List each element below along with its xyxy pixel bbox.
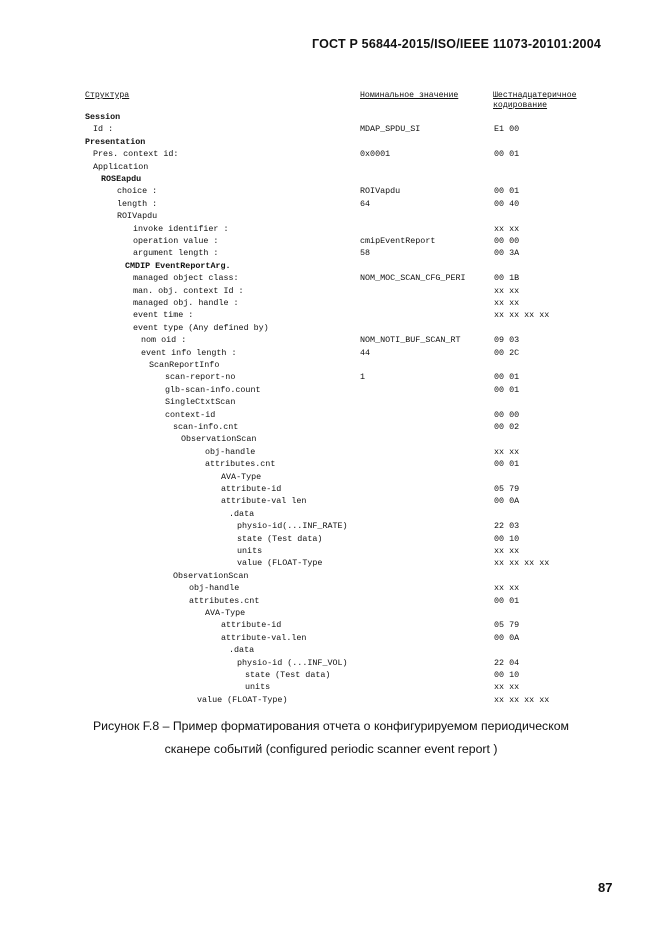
structure-label: attribute-val len (221, 496, 307, 507)
structure-label: AVA-Type (205, 608, 246, 618)
hex-encoding: 00 02 (494, 422, 520, 432)
hex-encoding: xx xx (494, 298, 520, 308)
structure-label: nom oid : (141, 335, 187, 346)
hex-encoding: xx xx (494, 285, 520, 296)
structure-label: attributes.cnt (205, 459, 276, 470)
table-row (0, 495, 662, 507)
table-row (0, 557, 662, 569)
hex-encoding: 00 01 (494, 149, 520, 160)
structure-label: units (237, 546, 263, 556)
hex-encoding: 00 10 (494, 533, 520, 544)
table-row (0, 260, 662, 272)
table-row (0, 409, 662, 421)
column-header-hex-line2: кодирование (493, 101, 548, 110)
nominal-value: 64 (360, 198, 371, 209)
structure-label: attribute-id (221, 484, 282, 494)
hex-encoding: xx xx (494, 682, 520, 693)
table-row (0, 247, 662, 259)
structure-label: invoke identifier : (133, 223, 229, 234)
structure-label: attributes.cnt (189, 595, 260, 606)
table-row (0, 347, 662, 359)
structure-label: managed obj. handle : (133, 298, 239, 308)
hex-encoding: 00 00 (494, 409, 520, 420)
table-row (0, 458, 662, 470)
structure-label: event info length : (141, 347, 237, 358)
structure-label: obj-handle (205, 446, 256, 457)
structure-label: Pres. context id: (93, 149, 179, 160)
nominal-value: NOM_MOC_SCAN_CFG_PERI (360, 273, 466, 284)
table-row (0, 396, 662, 408)
table-row (0, 334, 662, 346)
structure-label: state (Test data) (245, 670, 331, 680)
hex-encoding: xx xx xx xx (494, 558, 550, 569)
nominal-value: 58 (360, 248, 371, 259)
table-row (0, 669, 662, 681)
structure-label: context-id (165, 409, 216, 420)
structure-label: operation value : (133, 236, 219, 246)
hex-encoding: 00 10 (494, 670, 520, 680)
structure-label: scan-report-no (165, 372, 236, 383)
nominal-value: 44 (360, 347, 371, 358)
hex-encoding: 05 79 (494, 484, 520, 494)
structure-label: physio-id(...INF_RATE) (237, 521, 348, 532)
structure-label: managed object class: (133, 273, 239, 284)
figure-caption-line2: сканере событий (configured periodic scanner event report ) (164, 742, 498, 756)
table-row (0, 433, 662, 445)
table-row (0, 384, 662, 396)
nominal-value: cmipEventReport (360, 236, 436, 246)
structure-label: event time : (133, 310, 194, 321)
figure-caption-line1: Рисунок F.8 – Пример форматирования отчета о конфигурируемом периодическом (92, 719, 570, 733)
structure-label: man. obj. context Id : (133, 285, 244, 296)
table-row (0, 272, 662, 284)
hex-encoding: xx xx (494, 223, 520, 234)
structure-label: Application (93, 161, 149, 172)
structure-label: attribute-val.len (221, 632, 307, 643)
hex-encoding: 00 01 (494, 186, 520, 197)
table-row (0, 148, 662, 160)
table-row (0, 136, 662, 148)
structure-label: obj-handle (189, 583, 240, 594)
structure-label: ROSEapdu (101, 174, 142, 184)
hex-encoding: 00 01 (494, 459, 520, 470)
structure-label: choice : (117, 186, 158, 197)
structure-label: value (FLOAT-Type) (197, 694, 288, 705)
table-row (0, 111, 662, 123)
table-row (0, 285, 662, 297)
structure-label: physio-id (...INF_VOL) (237, 657, 348, 668)
table-row (0, 694, 662, 706)
table-row (0, 185, 662, 197)
structure-label: glb-scan-info.count (165, 384, 261, 395)
hex-encoding: 22 04 (494, 657, 520, 668)
hex-encoding: 05 79 (494, 620, 520, 631)
structure-label: ScanReportInfo (149, 360, 220, 370)
hex-encoding: E1 00 (494, 124, 520, 135)
structure-label: ObservationScan (181, 434, 257, 445)
nominal-value: NOM_NOTI_BUF_SCAN_RT (360, 335, 461, 346)
table-row (0, 210, 662, 222)
structure-label: AVA-Type (221, 471, 262, 482)
hex-encoding: xx xx xx xx (494, 694, 550, 705)
structure-label: SingleCtxtScan (165, 397, 236, 408)
structure-label: length : (117, 198, 158, 209)
page-number: 87 (598, 880, 613, 895)
hex-encoding: xx xx xx xx (494, 310, 550, 321)
hex-encoding: 00 1B (494, 273, 520, 284)
structure-label: scan-info.cnt (173, 422, 239, 432)
hex-encoding: 00 01 (494, 595, 520, 606)
table-row (0, 161, 662, 173)
structure-label: .data (229, 508, 255, 519)
table-row (0, 359, 662, 371)
table-row (0, 545, 662, 557)
hex-encoding: xx xx (494, 546, 520, 556)
structure-label: state (Test data) (237, 533, 323, 544)
nominal-value: 1 (360, 372, 366, 383)
table-row (0, 533, 662, 545)
structure-label: Id : (93, 124, 114, 135)
hex-encoding: 22 03 (494, 521, 520, 532)
structure-label: Session (85, 112, 121, 122)
column-header-nominal-value: Номинальное значение (360, 91, 459, 100)
hex-encoding: xx xx (494, 446, 520, 457)
table-row (0, 632, 662, 644)
table-row (0, 508, 662, 520)
nominal-value: 0x0001 (360, 149, 391, 160)
column-header-hex-line1: Шестнадцатеричное (493, 91, 577, 100)
table-row (0, 223, 662, 235)
structure-label: event type (Any defined by) (133, 322, 269, 333)
hex-encoding: 00 2C (494, 347, 520, 358)
document-header: ГОСТ Р 56844-2015/ISO/IEEE 11073-20101:2004 (312, 37, 602, 51)
table-row (0, 471, 662, 483)
table-row (0, 322, 662, 334)
table-row (0, 681, 662, 693)
hex-encoding: 00 0A (494, 496, 520, 507)
hex-encoding: 00 40 (494, 198, 520, 209)
table-row (0, 570, 662, 582)
table-row (0, 173, 662, 185)
table-row (0, 198, 662, 210)
nominal-value: ROIVapdu (360, 186, 401, 197)
hex-encoding: 00 3A (494, 248, 520, 259)
table-row (0, 520, 662, 532)
structure-label: .data (229, 645, 255, 656)
structure-label: units (245, 682, 271, 693)
nominal-value: MDAP_SPDU_SI (360, 124, 421, 135)
structure-label: ObservationScan (173, 570, 249, 581)
table-row (0, 657, 662, 669)
column-header-structure: Структура (85, 91, 130, 100)
table-row (0, 371, 662, 383)
table-row (0, 309, 662, 321)
table-row (0, 235, 662, 247)
table-row (0, 446, 662, 458)
table-row (0, 582, 662, 594)
table-row (0, 644, 662, 656)
hex-encoding: 00 01 (494, 384, 520, 395)
table-row (0, 123, 662, 135)
hex-encoding: 00 00 (494, 236, 520, 246)
structure-label: ROIVapdu (117, 211, 158, 222)
hex-encoding: 00 01 (494, 372, 520, 383)
table-row (0, 297, 662, 309)
structure-label: value (FLOAT-Type (237, 558, 323, 569)
structure-label: attribute-id (221, 620, 282, 631)
table-row (0, 421, 662, 433)
table-row (0, 619, 662, 631)
structure-label: argument length : (133, 248, 219, 259)
structure-label: Presentation (85, 136, 146, 147)
hex-encoding: 00 0A (494, 632, 520, 643)
table-row (0, 607, 662, 619)
table-row (0, 483, 662, 495)
hex-encoding: 09 03 (494, 335, 520, 346)
structure-label: CMDIP EventReportArg. (125, 260, 231, 271)
hex-encoding: xx xx (494, 583, 520, 594)
table-row (0, 595, 662, 607)
